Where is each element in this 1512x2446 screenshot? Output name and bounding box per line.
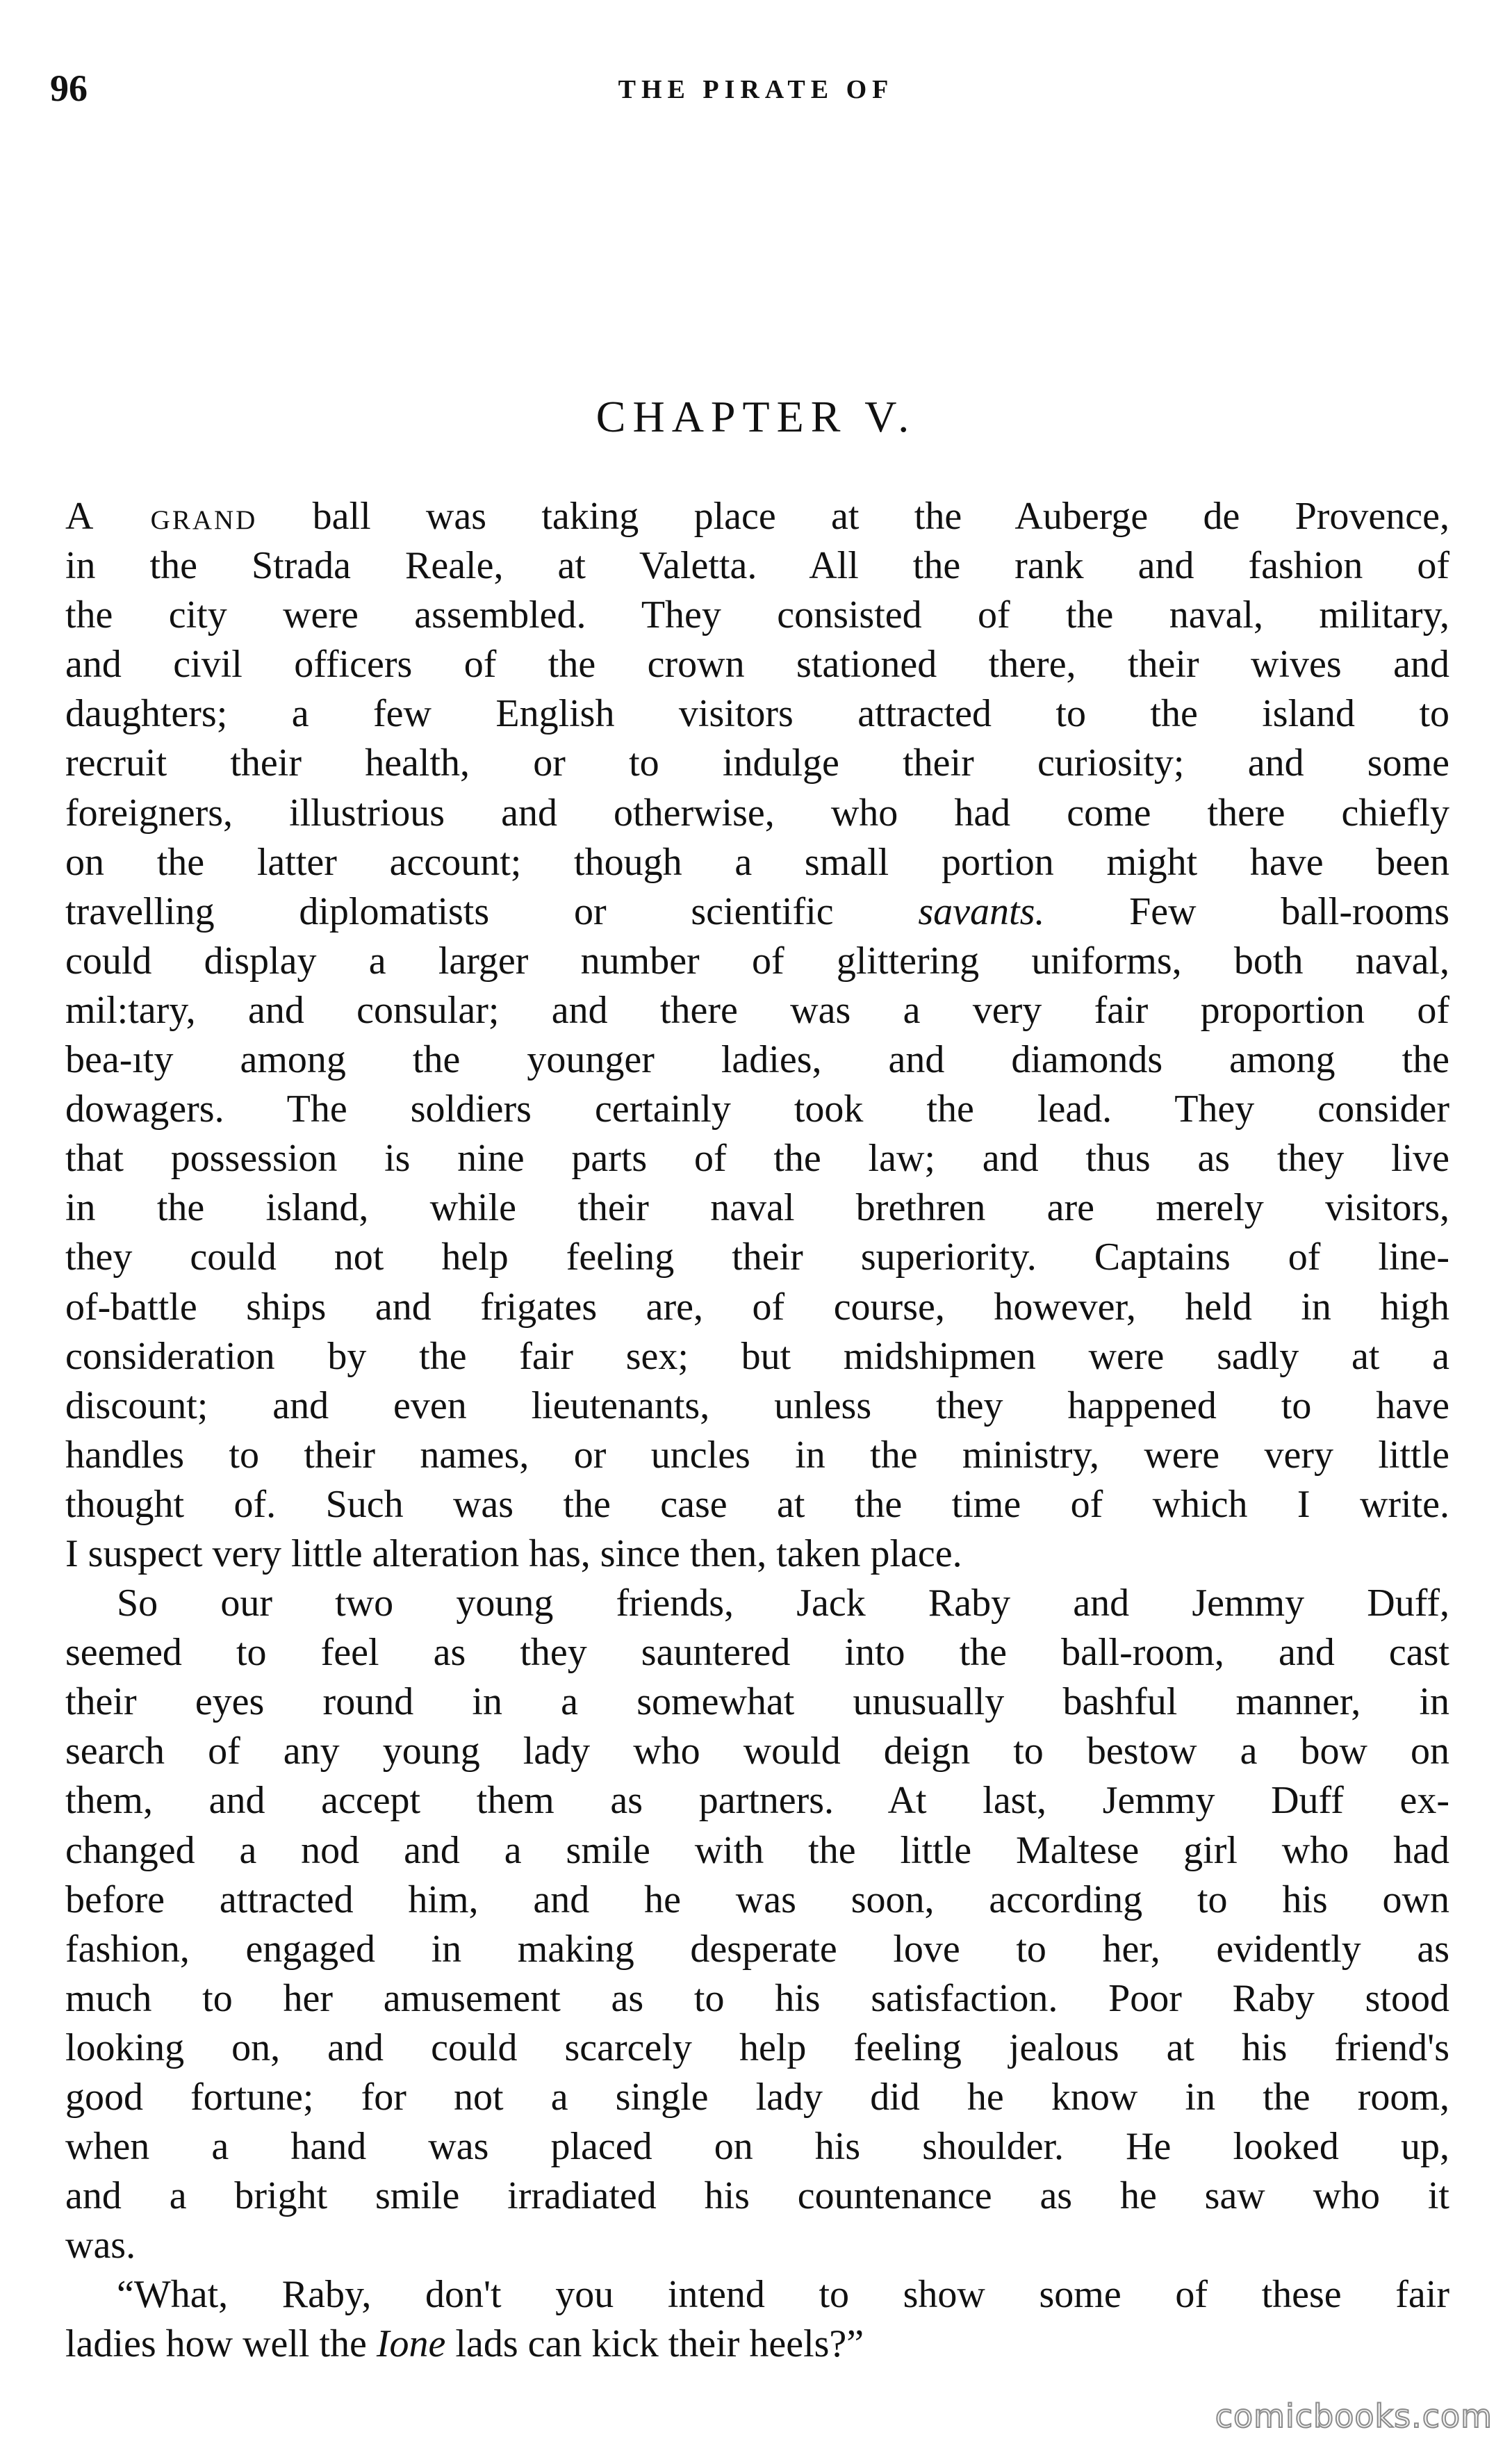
line-text: search of any young lady who would deign to bestow a bow on [65, 1730, 1449, 1773]
chapter-title: CHAPTER V. [595, 392, 917, 441]
line-text: foreigners, illustrious and otherwise, who had come there chiefly [65, 791, 1449, 835]
text-line [65, 838, 1449, 887]
text-line [65, 2221, 1449, 2270]
text-line [65, 789, 1449, 838]
line-text: ladies how well the [65, 2322, 377, 2366]
italic-text: savants. [918, 889, 1045, 933]
text-line [65, 1677, 1449, 1727]
line-text: bea-ıty among the younger ladies, and diamonds among the [65, 1038, 1449, 1082]
line-text: in the island, while their naval brethren are merely visitors, [65, 1186, 1449, 1230]
line-text: before attracted him, and he was soon, according to his own [65, 1878, 1449, 1921]
text-line [65, 739, 1449, 788]
line-text: that possession is nine parts of the law; and thus as they live [65, 1137, 1449, 1181]
line-text: on the latter account; though a small portion might have been [65, 840, 1449, 884]
text-line [65, 492, 1449, 541]
text-line [65, 1085, 1449, 1134]
line-text: could display a larger number of glittering uniforms, both naval, [65, 939, 1449, 983]
text-line [65, 1183, 1449, 1233]
line-text: was. [65, 2224, 136, 2267]
text-line [65, 640, 1449, 689]
line-text: handles to their names, or uncles in the ministry, were very little [65, 1433, 1449, 1477]
line-text: So our two young friends, Jack Raby and Jemmy Duff, [117, 1582, 1449, 1625]
text-line [65, 1974, 1449, 2024]
text-line [65, 1431, 1449, 1480]
opening-smallcaps: A grand [65, 495, 258, 538]
line-text: and a bright smile irradiated his countenance as he saw who it [65, 2174, 1449, 2218]
line-text: thought of. Such was the case at the time of which I write. [65, 1482, 1449, 1526]
line-text: the city were assembled. They consisted of the naval, military, [65, 593, 1449, 637]
line-text: their eyes round in a somewhat unusually bashful manner, in [65, 1680, 1449, 1724]
text-line [65, 2270, 1449, 2320]
line-text: travelling diplomatists or scientific [65, 889, 919, 933]
text-line [65, 1579, 1449, 1628]
text-line [65, 2024, 1449, 2073]
text-line [65, 1134, 1449, 1183]
text-line [65, 2122, 1449, 2172]
line-text: I suspect very little alteration has, since then, taken place. [65, 1532, 962, 1575]
text-line [65, 689, 1449, 739]
text-line [65, 1628, 1449, 1677]
text-line [65, 937, 1449, 986]
line-text: discount; and even lieutenants, unless they happened to have [65, 1384, 1449, 1427]
text-line [65, 1480, 1449, 1529]
italic-text: Ione [376, 2322, 446, 2366]
line-text: of-battle ships and frigates are, of course, however, held in high [65, 1285, 1449, 1329]
line-text: consideration by the fair sex; but midshipmen were sadly at a [65, 1334, 1449, 1378]
page-number: 96 [50, 67, 88, 109]
watermark-logo: comicbooks.com [1215, 2397, 1493, 2435]
line-text: when a hand was placed on his shoulder. He looked up, [65, 2125, 1449, 2169]
line-text: “What, Raby, don't you intend to show some of these fair [117, 2273, 1449, 2317]
text-line [65, 1233, 1449, 1282]
text-line [65, 1381, 1449, 1431]
line-text: changed a nod and a smile with the little Maltese girl who had [65, 1828, 1449, 1872]
line-text: good fortune; for not a single lady did he know in the room, [65, 2076, 1449, 2119]
line-text: daughters; a few English visitors attracted to the island to [65, 692, 1449, 736]
text-line [65, 2172, 1449, 2221]
line-text: they could not help feeling their superiority. Captains of line- [65, 1236, 1449, 1279]
text-line [65, 1529, 1449, 1579]
line-text: recruit their health, or to indulge their curiosity; and some [65, 741, 1449, 785]
line-text: seemed to feel as they sauntered into the ball-room, and cast [65, 1631, 1449, 1675]
text-line [65, 2073, 1449, 2122]
line-text: mil:tary, and consular; and there was a very fair proportion of [65, 988, 1449, 1032]
text-line [65, 1776, 1449, 1825]
text-line [65, 1283, 1449, 1332]
line-text: dowagers. The soldiers certainly took the lead. They consider [65, 1087, 1449, 1131]
text-line [65, 986, 1449, 1035]
text-line [65, 1925, 1449, 1974]
line-text: looking on, and could scarcely help feeling jealous at his friend's [65, 2026, 1449, 2069]
text-line [65, 1332, 1449, 1381]
text-line [65, 1826, 1449, 1875]
text-line [65, 591, 1449, 640]
line-text: and civil officers of the crown stationed there, their wives and [65, 643, 1449, 687]
line-text: much to her amusement as to his satisfaction. Poor Raby stood [65, 1976, 1449, 2020]
line-text: in the Strada Reale, at Valetta. All the rank and fashion of [65, 544, 1449, 588]
body-text [65, 492, 1449, 2370]
text-line [65, 1035, 1449, 1085]
text-line [65, 2320, 1449, 2369]
running-head: THE PIRATE OF [618, 75, 894, 104]
text-line [65, 887, 1449, 937]
text-line [65, 1727, 1449, 1776]
line-text: ball was taking place at the Auberge de Provence, [257, 495, 1450, 538]
line-text: them, and accept them as partners. At last, Jemmy Duff ex- [65, 1779, 1449, 1823]
line-text: fashion, engaged in making desperate love to her, evidently as [65, 1927, 1449, 1971]
line-text-after: Few ball-rooms [1044, 889, 1450, 933]
text-line [65, 1875, 1449, 1925]
text-line [65, 541, 1449, 591]
line-text-after: lads can kick their heels?” [445, 2322, 864, 2366]
